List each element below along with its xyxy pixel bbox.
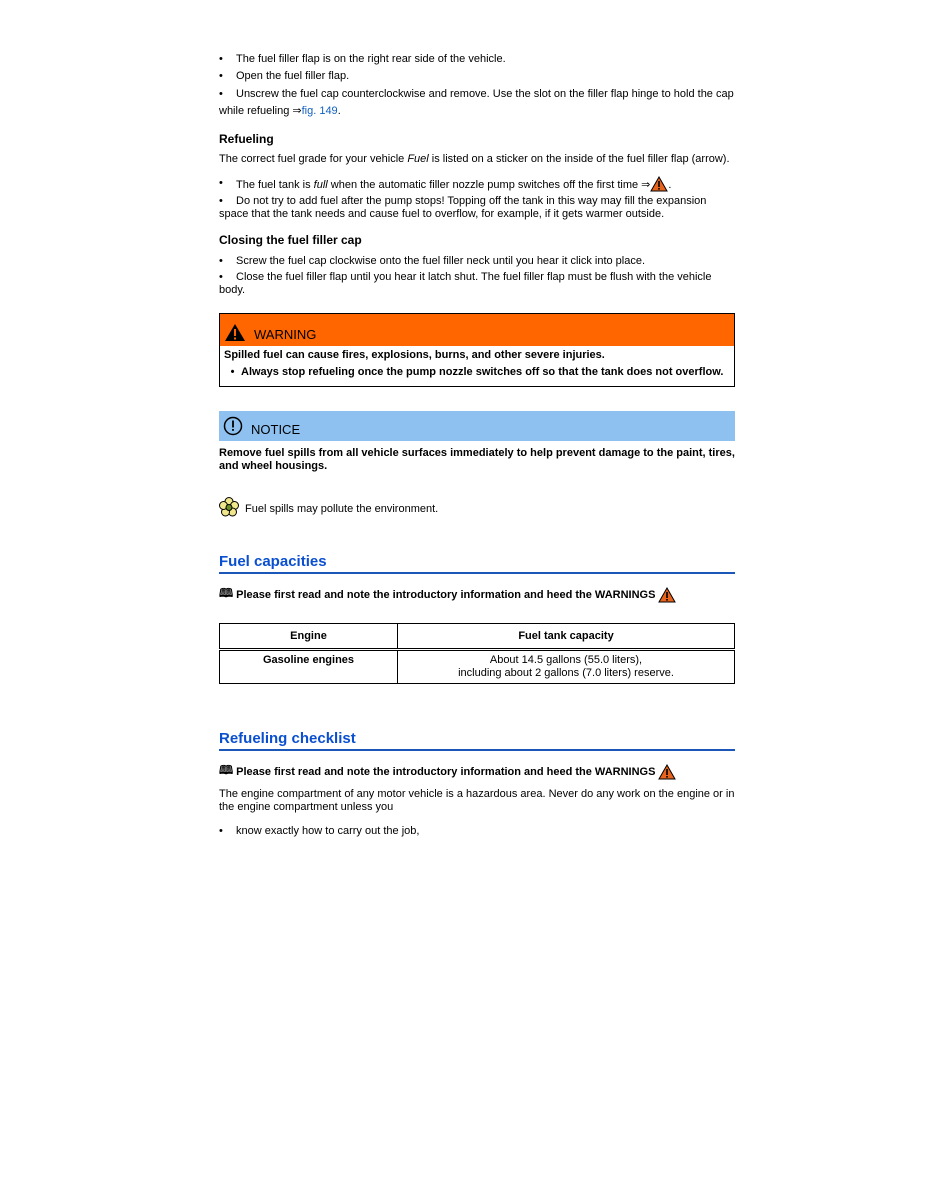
list-item [219, 52, 735, 67]
bullet-text: Open the fuel filler flap. [236, 70, 350, 82]
read-first-note [219, 761, 735, 782]
warning-header [220, 314, 734, 346]
list-item [219, 176, 735, 193]
warning-triangle-icon[interactable] [658, 587, 676, 603]
bullet-text: Close the fuel filler flap until you hear it latch shut. The fuel filler flap must be flush with the vehicle body. [219, 271, 712, 296]
checklist-paragraph: The engine compartment of any motor vehicle is a hazardous area. Never do any work on the engine or in the engine compartment unless you [219, 788, 735, 813]
figure-link[interactable]: fig. 149 [301, 105, 338, 117]
fuel-grade-paragraph [219, 153, 735, 166]
bullet-dot: • [219, 53, 223, 65]
notice-text: Remove fuel spills from all vehicle surfaces immediately to help prevent damage to the paint, tires, and wheel housings. [219, 447, 735, 472]
column-header: Fuel tank capacity [398, 624, 735, 650]
list-item [219, 195, 735, 221]
notice-header [219, 411, 735, 441]
notice-label: NOTICE [251, 421, 301, 437]
environment-text: Fuel spills may pollute the environment. [245, 503, 439, 515]
table-cell: Gasoline engines [220, 650, 398, 684]
list-item [219, 271, 735, 297]
book-icon: 🕮 [219, 763, 234, 777]
bullet-dot: • [219, 88, 223, 100]
list-item [219, 69, 735, 84]
list-item [219, 254, 735, 269]
bullet-dot: • [219, 177, 223, 189]
warning-triangle-icon[interactable] [658, 764, 676, 780]
fuel-capacity-table [219, 623, 735, 684]
warning-box [219, 313, 735, 387]
refueling-heading: Refueling [219, 132, 274, 146]
read-note-text: Please first read and note the introductory information and heed the WARNINGS [236, 765, 656, 778]
bullet-text: The fuel filler flap is on the right rear side of the vehicle. [236, 53, 506, 65]
table-row [220, 650, 735, 684]
bullet-text: The fuel tank is full when the automatic filler nozzle pump switches off the first time ⇒ . [236, 176, 735, 193]
exclamation-circle-icon [223, 416, 243, 436]
page-content [219, 52, 735, 841]
warning-body [220, 346, 734, 386]
bullet-dot: • [219, 70, 223, 82]
fuel-capacities-heading: Fuel capacities [219, 553, 735, 574]
warning-triangle-icon [224, 323, 246, 342]
bullet-text: Do not try to add fuel after the pump stops! Topping off the tank in this way may fill the expansion space that the tank needs and cause fuel to overflow, for example, if it gets warmer outside. [219, 195, 707, 220]
bullet-text: Unscrew the fuel cap counterclockwise and remove. Use the slot on the filler flap hinge to hold the cap while refueling ⇒ [219, 88, 734, 117]
bullet-text: Screw the fuel cap clockwise onto the fuel filler neck until you hear it click into place. [236, 255, 646, 267]
book-icon: 🕮 [219, 586, 234, 600]
bullet-end: . [337, 105, 341, 117]
bullet-dot: • [219, 825, 223, 837]
environment-note [219, 497, 735, 517]
list-item [219, 86, 735, 120]
refueling-checklist-heading: Refueling checklist [219, 730, 735, 751]
read-note-text: Please first read and note the introductory information and heed the WARNINGS [236, 588, 656, 601]
read-first-note [219, 584, 735, 605]
table-cell: About 14.5 gallons (55.0 liters), including about 2 gallons (7.0 liters) reserve. [398, 650, 735, 684]
bullet-dot: • [219, 195, 223, 207]
column-header: Engine [220, 624, 398, 650]
flower-environment-icon [219, 497, 239, 517]
warning-text: Spilled fuel can cause fires, explosions, burns, and other severe injuries. [224, 349, 605, 361]
bullet-text: know exactly how to carry out the job, [236, 825, 420, 837]
warning-triangle-icon[interactable] [650, 176, 668, 192]
bullet-dot: • [219, 271, 223, 283]
table-header-row [220, 624, 735, 650]
para-text: The correct fuel grade for your vehicle [219, 153, 408, 165]
closing-heading: Closing the fuel filler cap [219, 233, 362, 247]
warning-label: WARNING [254, 327, 317, 342]
warning-bullet: • Always stop refueling once the pump nozzle switches off so that the tank does not overflow. [230, 366, 724, 378]
para-text: is listed on a sticker on the inside of the fuel filler flap (arrow). [428, 153, 730, 165]
bullet-dot: • [219, 255, 223, 267]
para-emphasis: Fuel [407, 153, 429, 165]
list-item [219, 824, 735, 839]
